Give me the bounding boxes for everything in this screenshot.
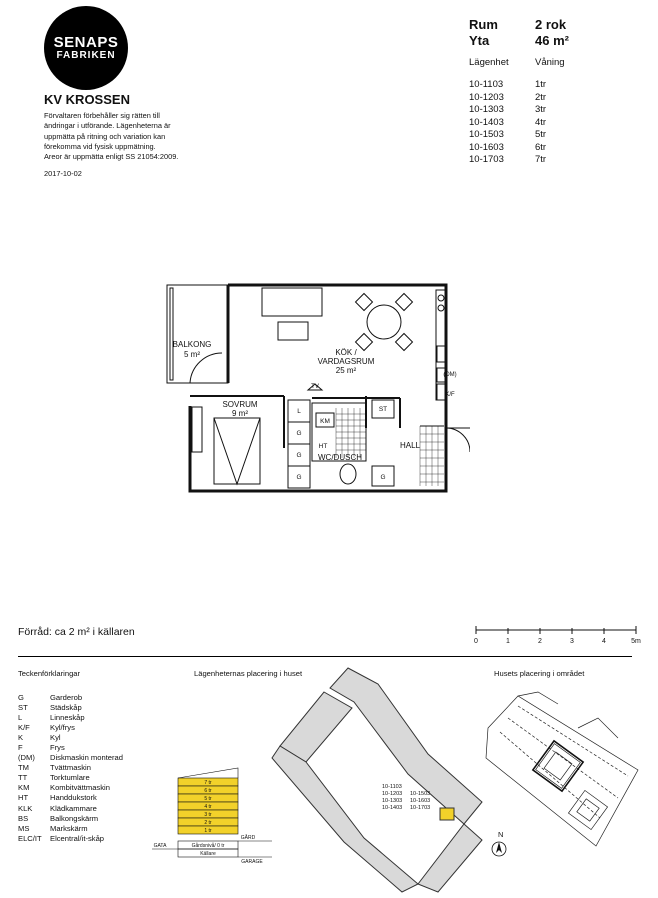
floor-column-header: Våning xyxy=(535,57,565,68)
highlighted-building xyxy=(533,741,583,791)
legend-title: Teckenförklaringar xyxy=(18,669,81,678)
floor-value: 5tr xyxy=(535,129,547,140)
legend-code: KM xyxy=(18,783,30,793)
floor-value: 3tr xyxy=(535,104,547,115)
bedroom-area: 9 m² xyxy=(232,409,248,418)
legend-code: TT xyxy=(18,773,28,783)
legend-code: MS xyxy=(18,823,30,833)
north-label: N xyxy=(498,830,504,839)
document-date: 2017-10-02 xyxy=(44,169,82,178)
legend-text: Markskärm xyxy=(50,823,88,833)
legend-item xyxy=(18,763,123,773)
legend-text: Kombitvättmaskin xyxy=(50,783,110,793)
floor-level: 7 tr xyxy=(204,780,212,786)
apartment-highlight xyxy=(440,808,454,820)
floor-level: 1 tr xyxy=(204,828,212,834)
legend-item xyxy=(18,783,123,793)
disclaimer xyxy=(44,111,224,162)
apartment-number: 10-1203 xyxy=(382,791,403,797)
legend-item xyxy=(18,713,123,723)
logo-line2: FABRIKEN xyxy=(56,50,116,61)
legend-item xyxy=(18,733,123,743)
g-label: G xyxy=(296,452,302,459)
legend-code: BS xyxy=(18,813,29,823)
legend-code: ELC/IT xyxy=(18,833,42,843)
bedroom-label: SOVRUM xyxy=(222,400,258,409)
legend-text: Kyl/frys xyxy=(50,723,75,733)
legend-item xyxy=(18,793,123,803)
dm-label: (DM) xyxy=(443,372,457,378)
floor-list xyxy=(535,79,546,167)
apartment-list xyxy=(469,79,504,167)
scale-tick: 0 xyxy=(474,638,478,645)
scale-tick: 5m xyxy=(631,638,641,645)
ht-label: HT xyxy=(318,443,328,450)
legend-text: Frys xyxy=(50,743,65,753)
building-footprint xyxy=(268,662,500,894)
building-wing xyxy=(418,824,482,892)
area-value: 46 m² xyxy=(535,33,569,48)
g-label: G xyxy=(296,474,302,481)
balcony-area: 5 m² xyxy=(184,350,200,359)
garage-label: GARAGE xyxy=(241,859,263,863)
legend-code: L xyxy=(18,713,23,723)
logo-line1: SENAPS xyxy=(53,34,119,51)
kitchen-label: KÖK / xyxy=(335,348,357,357)
apartment-number: 10-1503 xyxy=(410,791,431,797)
sofa xyxy=(262,288,322,316)
floor-section-diagram xyxy=(150,760,275,838)
apartment-number: 10-1703 xyxy=(469,154,504,165)
legend-item xyxy=(18,743,123,753)
building-wing xyxy=(330,668,482,824)
entrance-door-swing xyxy=(446,428,470,452)
bathroom-label: WC/DUSCH xyxy=(318,453,362,462)
apartment-number: 10-1703 xyxy=(410,805,431,811)
g-label: G xyxy=(380,474,386,481)
apartment-number: 10-1103 xyxy=(469,79,504,90)
apartment-number: 10-1403 xyxy=(382,805,403,811)
coffee-table xyxy=(278,322,308,340)
north-arrow-icon xyxy=(490,840,508,858)
legend-item xyxy=(18,693,123,703)
project-title: KV KROSSEN xyxy=(44,92,130,107)
placement-title: Lägenheternas placering i huset xyxy=(194,669,303,678)
basement-level: Källare xyxy=(200,851,216,857)
legend-item xyxy=(18,804,123,814)
floor-value: 2tr xyxy=(535,91,547,103)
legend-item xyxy=(18,834,123,844)
storage-info: Förråd: ca 2 m² i källaren xyxy=(18,626,135,638)
legend-text: Klädkammare xyxy=(50,803,97,813)
legend-text: Handdukstork xyxy=(50,793,97,803)
building-wing xyxy=(272,746,418,892)
legend-item xyxy=(18,753,123,763)
site-title: Husets placering i området xyxy=(494,669,585,678)
bedroom-window xyxy=(192,407,202,452)
g-label: G xyxy=(296,430,302,437)
site-plan xyxy=(478,688,650,856)
legend-item xyxy=(18,814,123,824)
legend-text: Elcentral/it-skåp xyxy=(50,833,105,843)
apartment-number: 10-1403 xyxy=(469,116,504,128)
km-label: KM xyxy=(320,418,330,425)
apartment-number: 10-1203 xyxy=(469,91,504,103)
kf-label: K/F xyxy=(445,392,455,398)
legend-code: K/F xyxy=(18,723,30,733)
apartment-number: 10-1603 xyxy=(410,798,431,804)
dining-table xyxy=(367,305,401,339)
toilet xyxy=(340,464,356,484)
legend-text: Linneskåp xyxy=(50,713,85,723)
legend-text: Städskåp xyxy=(50,703,82,713)
street-label: GATA xyxy=(153,843,167,849)
floor-value: 7tr xyxy=(535,154,547,165)
kitchen-label-2: VARDAGSRUM xyxy=(317,357,375,366)
scale-tick: 1 xyxy=(506,638,510,645)
apartment-number: 10-1303 xyxy=(469,104,504,115)
st-label: ST xyxy=(378,406,388,413)
floor-level: 5 tr xyxy=(204,796,212,802)
l-label: L xyxy=(297,408,301,415)
legend-text: Balkongskärm xyxy=(50,813,99,823)
legend-code: F xyxy=(18,743,23,753)
courtyard-label: GÅRD xyxy=(240,835,256,841)
floor-value: 6tr xyxy=(535,141,547,153)
area-label: Yta xyxy=(469,33,490,48)
senaps-fabriken-logo xyxy=(44,6,128,90)
apartment-number: 10-1503 xyxy=(469,129,504,140)
rooms-label: Rum xyxy=(469,17,498,32)
floor-value: 4tr xyxy=(535,116,547,128)
floor-level: 2 tr xyxy=(204,820,212,826)
disclaimer-line: ändringar i utförande. Lägenheterna är xyxy=(44,121,171,131)
legend-text: Garderob xyxy=(50,693,83,702)
apartment-number: 10-1603 xyxy=(469,141,504,153)
legend-item xyxy=(18,824,123,834)
balcony-outline xyxy=(167,285,228,383)
apartment-number: 10-1103 xyxy=(382,784,402,790)
floor-value: 1tr xyxy=(535,79,547,90)
rooms-value: 2 rok xyxy=(535,17,567,32)
floor-plan xyxy=(160,278,470,498)
bed xyxy=(214,418,260,484)
scale-bar xyxy=(468,622,648,646)
floor-level: 3 tr xyxy=(204,812,212,818)
kitchen-area: 25 m² xyxy=(335,366,357,375)
building-block xyxy=(568,790,607,829)
legend-text: Torktumlare xyxy=(50,773,90,783)
legend xyxy=(18,693,123,844)
ground-level: Gårdsnivå/ 0 tr xyxy=(191,843,225,849)
section-divider xyxy=(18,656,632,657)
legend-item xyxy=(18,723,123,733)
legend-code: KLK xyxy=(18,803,33,813)
legend-item xyxy=(18,773,123,783)
floor-level: 6 tr xyxy=(204,788,212,794)
apartment-column-header: Lägenhet xyxy=(469,57,509,68)
legend-code: (DM) xyxy=(18,753,35,763)
disclaimer-line: förekomma vid fysisk uppmätning. xyxy=(44,141,156,151)
ground-section-diagram xyxy=(150,833,275,863)
legend-code: TM xyxy=(18,763,29,773)
scale-tick: 2 xyxy=(538,638,542,645)
balcony-rail xyxy=(170,288,173,380)
tv-label: TV xyxy=(311,384,319,390)
legend-text: Diskmaskin monterad xyxy=(50,753,124,763)
balcony-label: BALKONG xyxy=(172,340,212,349)
legend-code: K xyxy=(18,733,24,743)
scale-tick: 3 xyxy=(570,638,574,645)
legend-code: HT xyxy=(18,793,29,803)
bed-sheet xyxy=(214,418,260,484)
legend-text: Tvättmaskin xyxy=(50,763,91,773)
disclaimer-line: uppmätta på ritning och variation kan xyxy=(44,131,166,141)
building-wing xyxy=(280,692,352,762)
legend-code: ST xyxy=(18,703,28,713)
legend-item xyxy=(18,703,123,713)
disclaimer-line: Areor är uppmätta enligt SS 21054:2009. xyxy=(44,152,179,162)
apartment-number: 10-1303 xyxy=(382,798,403,804)
legend-text: Kyl xyxy=(50,733,61,743)
floor-level: 4 tr xyxy=(204,804,212,810)
hall-label: HALL xyxy=(399,441,421,450)
scale-tick: 4 xyxy=(602,638,606,645)
disclaimer-line: Förvaltaren förbehåller sig rätten till xyxy=(44,111,160,120)
legend-code: G xyxy=(18,693,24,702)
